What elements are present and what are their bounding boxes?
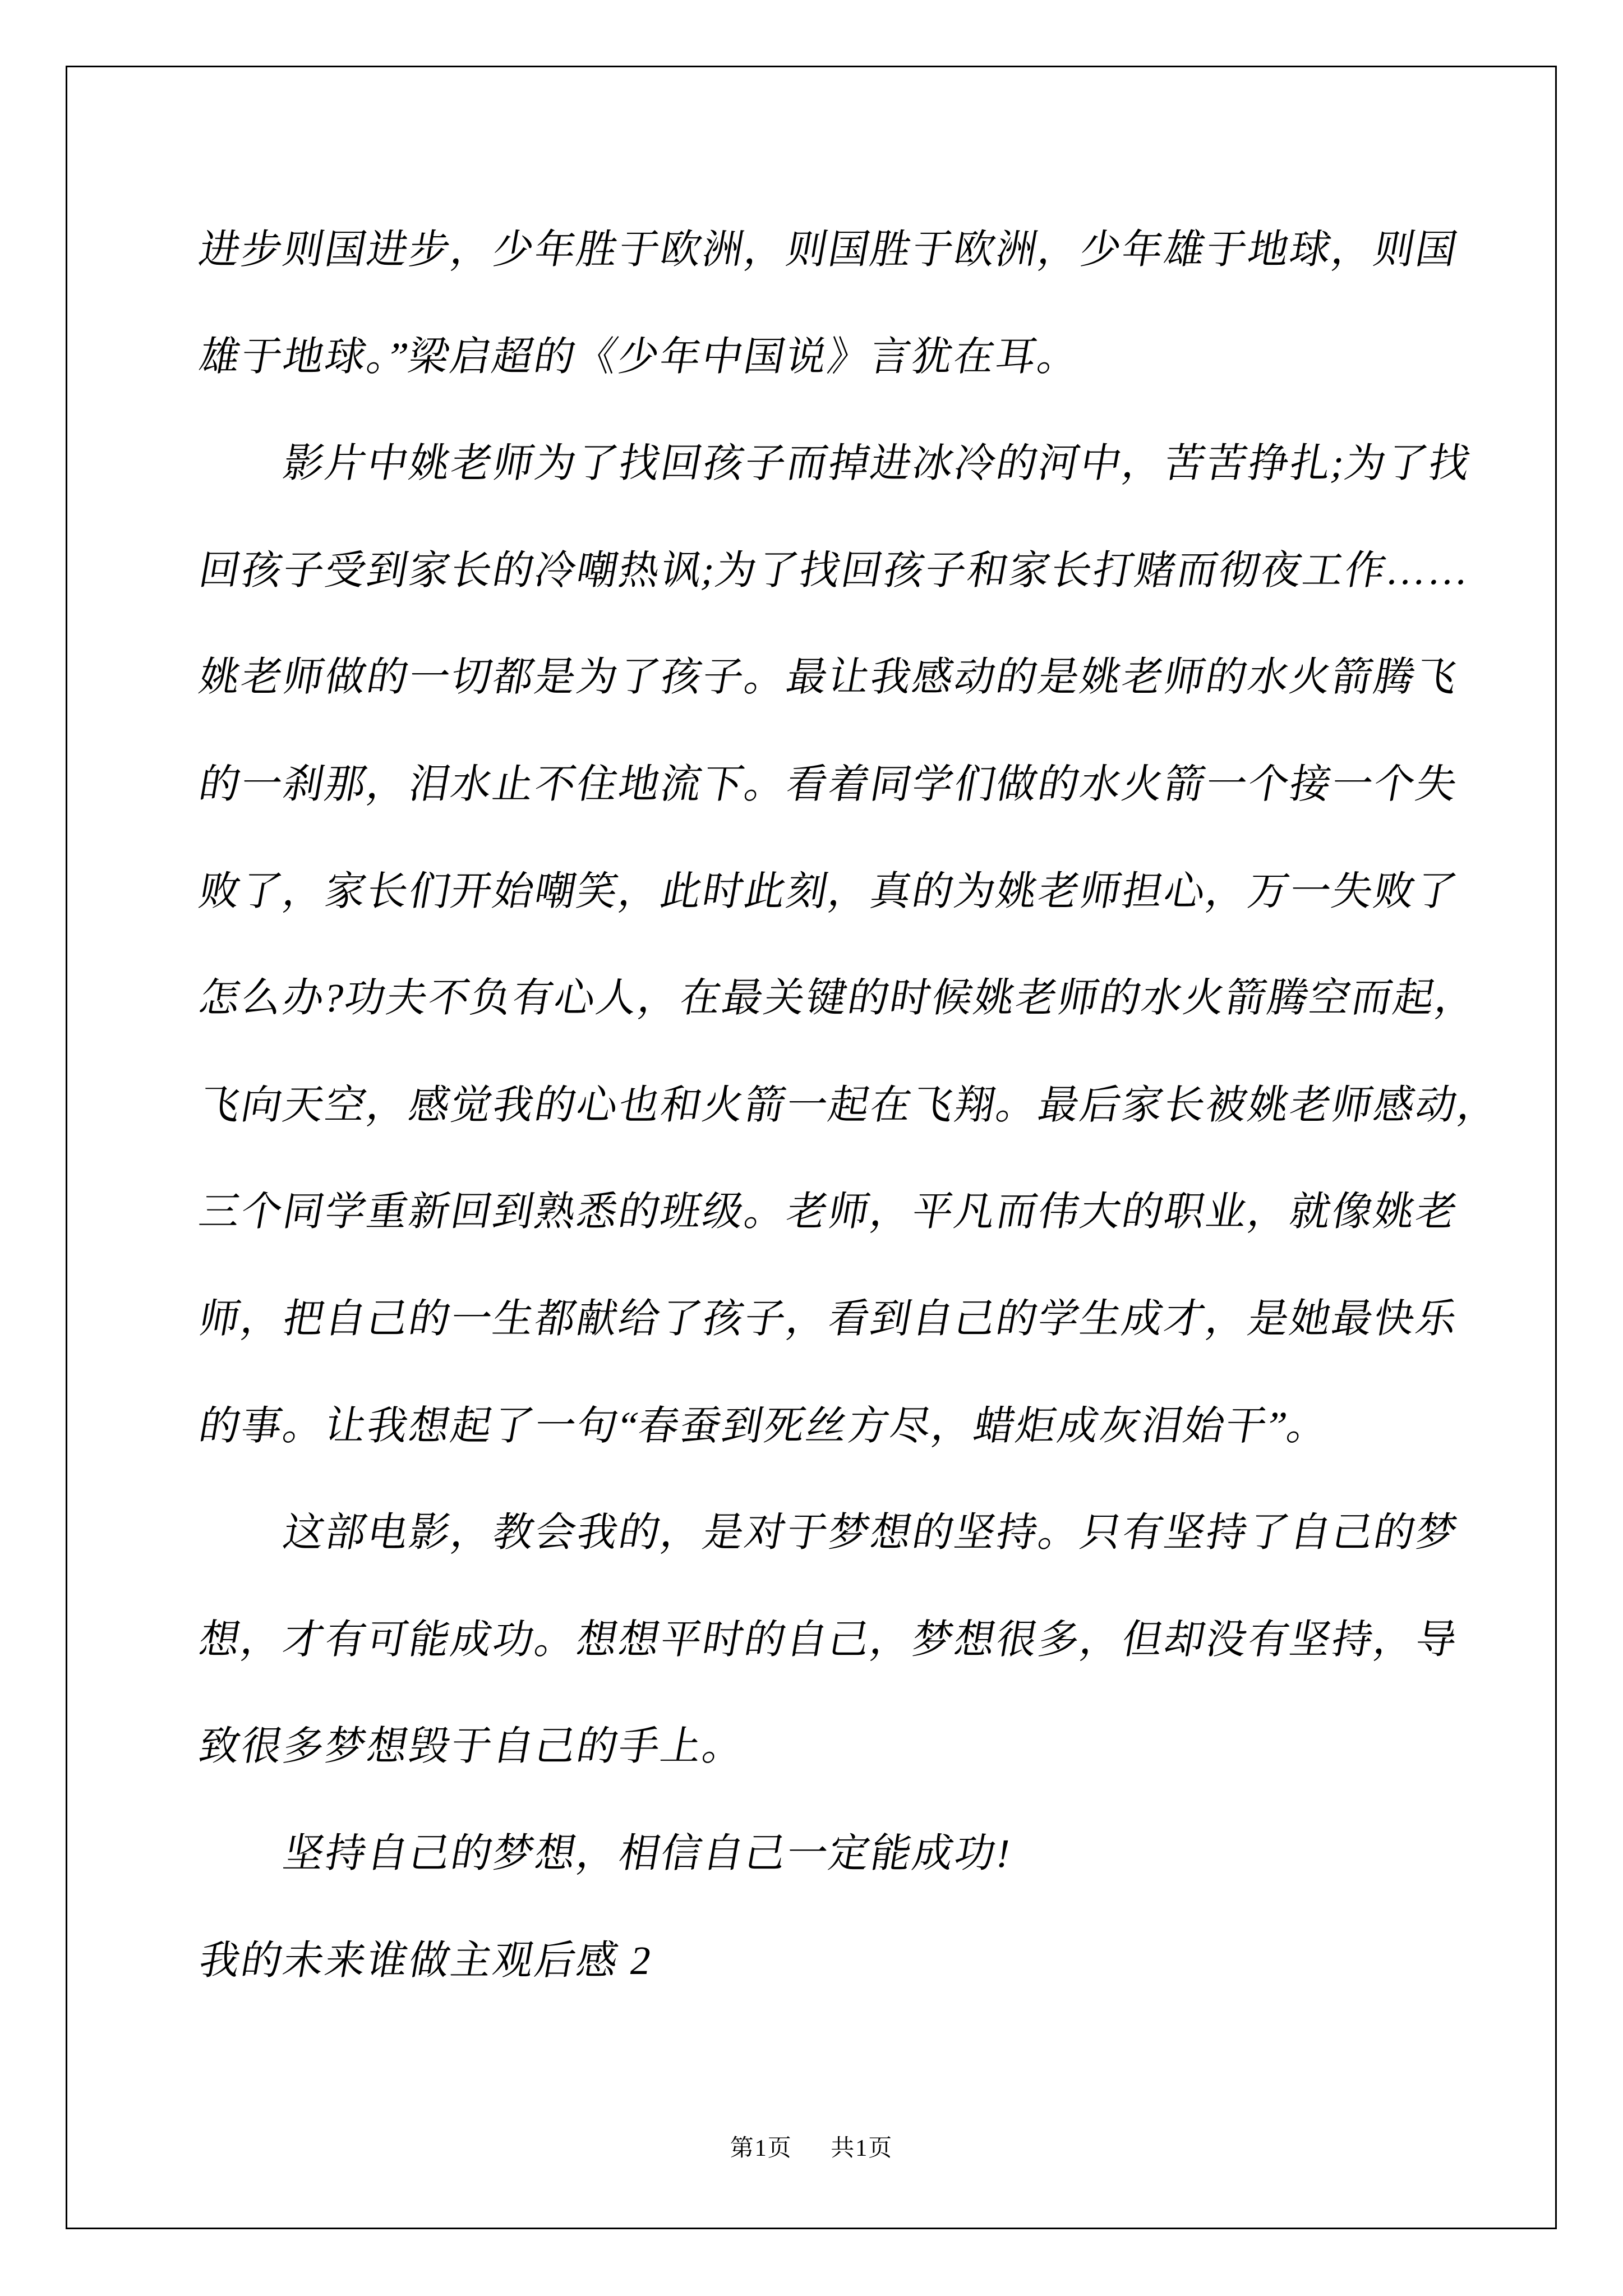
text-line: 师，把自己的一生都献给了孩子，看到自己的学生成才，是她最快乐 bbox=[195, 1296, 1463, 1341]
text-line: 影片中姚老师为了找回孩子而掉进冰冷的河中，苦苦挣扎;为了找 bbox=[279, 441, 1476, 486]
footer-page-number: 第1页 bbox=[730, 2136, 792, 2161]
body-text bbox=[195, 196, 1504, 2014]
text-line: 姚老师做的一切都是为了孩子。最让我感动的是姚老师的水火箭腾飞 bbox=[195, 655, 1463, 700]
text-line: 的事。让我想起了一句“春蚕到死丝方尽，蜡炬成灰泪始干”。 bbox=[195, 1403, 1334, 1448]
text-line: 三个同学重新回到熟悉的班级。老师，平凡而伟大的职业，就像姚老 bbox=[195, 1189, 1463, 1235]
page-footer bbox=[0, 2129, 1623, 2163]
text-line: 我的未来谁做主观后感 2 bbox=[195, 1938, 657, 1983]
text-line: 进步则国进步，少年胜于欧洲，则国胜于欧洲，少年雄于地球，则国 bbox=[195, 227, 1463, 272]
text-line: 想，才有可能成功。想想平时的自己，梦想很多，但却没有坚持，导 bbox=[195, 1617, 1463, 1662]
text-line: 的一刹那，泪水止不住地流下。看着同学们做的水火箭一个接一个失 bbox=[195, 761, 1463, 807]
text-line: 飞向天空，感觉我的心也和火箭一起在飞翔。最后家长被姚老师感动， bbox=[195, 1082, 1504, 1128]
footer-total-pages: 共1页 bbox=[831, 2136, 893, 2161]
text-line: 雄于地球。”梁启超的《少年中国说》言犹在耳。 bbox=[195, 334, 1084, 379]
text-line: 致很多梦想毁于自己的手上。 bbox=[195, 1724, 749, 1769]
text-line: 回孩子受到家长的冷嘲热讽;为了找回孩子和家长打赌而彻夜工作…… bbox=[195, 547, 1475, 593]
text-line: 败了，家长们开始嘲笑，此时此刻，真的为姚老师担心，万一失败了 bbox=[195, 868, 1463, 914]
text-line: 坚持自己的梦想，相信自己一定能成功! bbox=[279, 1830, 1016, 1876]
text-line: 怎么办?功夫不负有心人，在最关键的时候姚老师的水火箭腾空而起， bbox=[195, 976, 1482, 1021]
text-line: 这部电影，教会我的，是对于梦想的坚持。只有坚持了自己的梦 bbox=[279, 1510, 1463, 1556]
